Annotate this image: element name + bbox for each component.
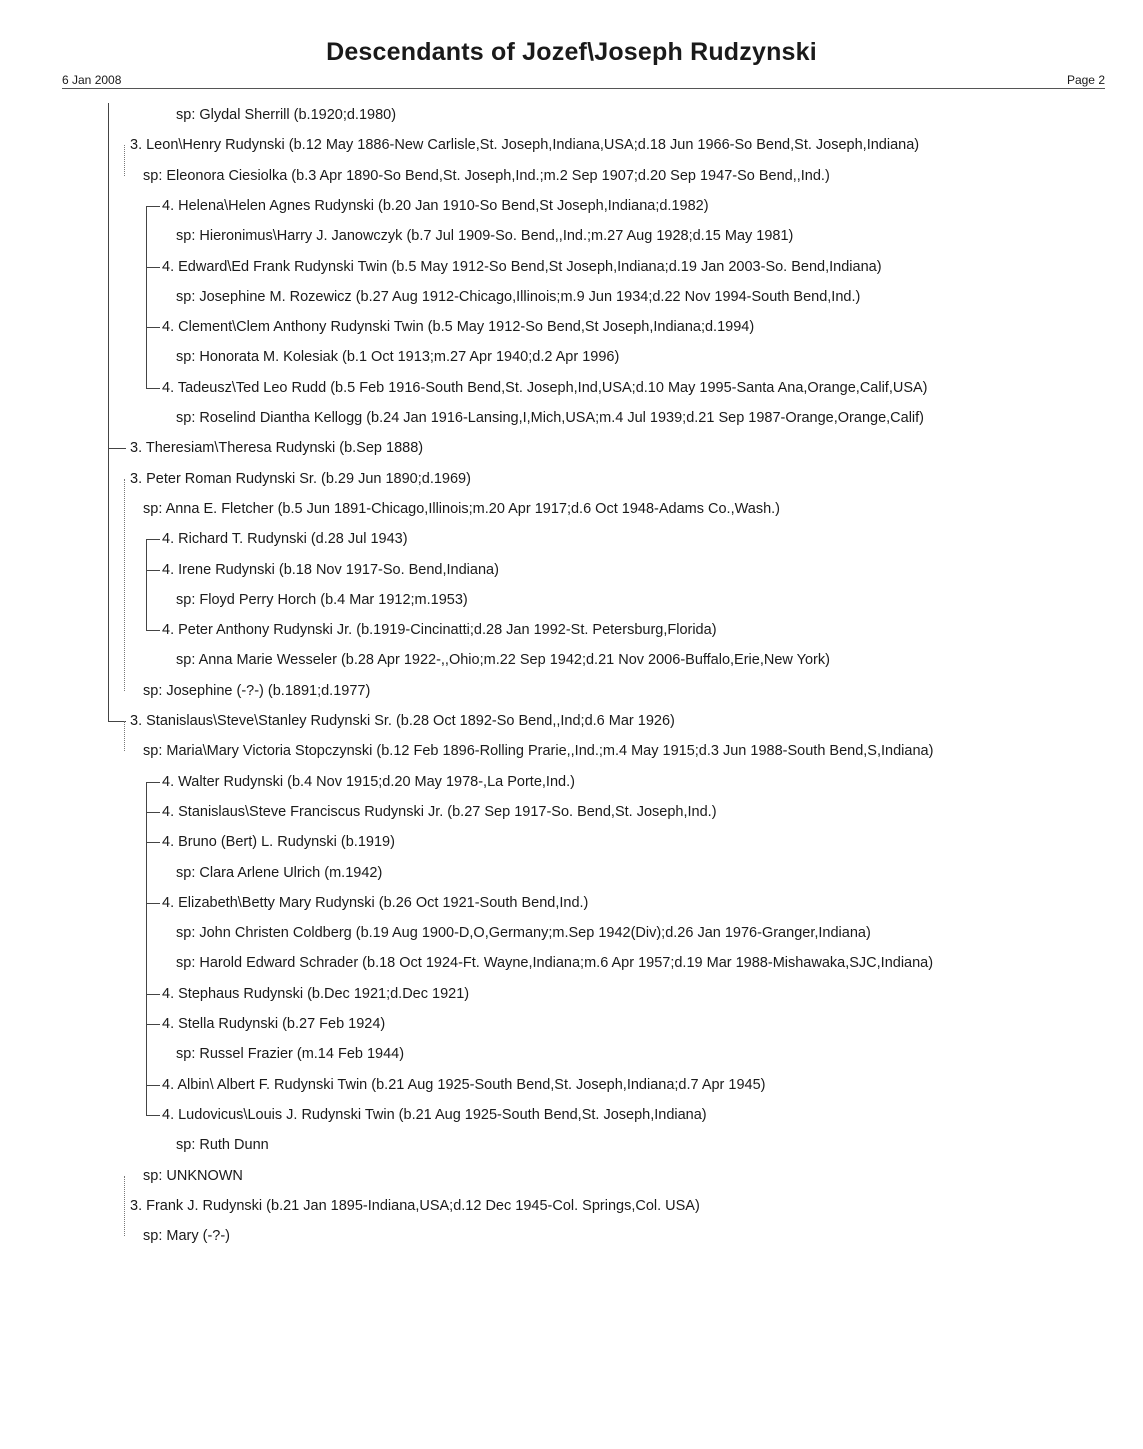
spouse-entry: sp: Russel Frazier (m.14 Feb 1944) bbox=[176, 1046, 405, 1063]
spouse-entry: sp: Josephine (-?-) (b.1891;d.1977) bbox=[143, 682, 371, 699]
spouse-entry: sp: Hieronimus\Harry J. Janowczyk (b.7 Jul 1909-So. Bend,,Ind.;m.27 Aug 1928;d.15 May 1981) bbox=[176, 228, 794, 245]
descendant-entry: 3. Frank J. Rudynski (b.21 Jan 1895-Indiana,USA;d.12 Dec 1945-Col. Springs,Col. USA) bbox=[130, 1197, 700, 1214]
spouse-entry: sp: Glydal Sherrill (b.1920;d.1980) bbox=[176, 107, 397, 123]
tree-connector bbox=[146, 630, 160, 631]
descendant-entry: 4. Elizabeth\Betty Mary Rudynski (b.26 Oct 1921-South Bend,Ind.) bbox=[162, 894, 589, 911]
descendant-entry: 4. Walter Rudynski (b.4 Nov 1915;d.20 May 1978-,La Porte,Ind.) bbox=[162, 773, 575, 790]
descendant-entry: 4. Helena\Helen Agnes Rudynski (b.20 Jan 1910-So Bend,St Joseph,Indiana;d.1982) bbox=[162, 197, 709, 214]
descendant-entry: 3. Peter Roman Rudynski Sr. (b.29 Jun 1890;d.1969) bbox=[130, 470, 471, 487]
tree-branch-line bbox=[124, 479, 125, 691]
tree-connector bbox=[146, 206, 160, 207]
tree-branch-line bbox=[124, 145, 125, 175]
spouse-entry: sp: Mary (-?-) bbox=[143, 1228, 230, 1245]
tree-connector bbox=[146, 1085, 160, 1086]
tree-connector bbox=[146, 812, 160, 813]
descendant-entry: 4. Peter Anthony Rudynski Jr. (b.1919-Cincinatti;d.28 Jan 1992-St. Petersburg,Florida) bbox=[162, 622, 717, 639]
descendant-entry: 4. Stella Rudynski (b.27 Feb 1924) bbox=[162, 1016, 386, 1032]
spouse-entry: sp: John Christen Coldberg (b.19 Aug 1900-D,O,Germany;m.Sep 1942(Div);d.26 Jan 1976-Granger,Indiana) bbox=[176, 925, 871, 942]
spouse-entry: sp: Harold Edward Schrader (b.18 Oct 1924-Ft. Wayne,Indiana;m.6 Apr 1957;d.19 Mar 1988-Mishawaka,SJC,Indiana) bbox=[176, 955, 934, 972]
spouse-entry: sp: Clara Arlene Ulrich (m.1942) bbox=[176, 864, 383, 881]
descendant-entry: 3. Theresiam\Theresa Rudynski (b.Sep 1888) bbox=[130, 440, 424, 457]
tree-connector bbox=[146, 1115, 160, 1116]
spouse-entry: sp: Ruth Dunn bbox=[176, 1137, 269, 1154]
tree-connector bbox=[146, 994, 160, 995]
tree-connector bbox=[146, 388, 160, 389]
descendant-entry: 4. Irene Rudynski (b.18 Nov 1917-So. Bend,Indiana) bbox=[162, 561, 499, 578]
tree-connector bbox=[146, 539, 160, 540]
descendant-entry: 4. Stephaus Rudynski (b.Dec 1921;d.Dec 1921) bbox=[162, 985, 470, 1002]
spouse-entry: sp: Honorata M. Kolesiak (b.1 Oct 1913;m.27 Apr 1940;d.2 Apr 1996) bbox=[176, 349, 620, 366]
tree-branch-line bbox=[146, 782, 147, 1115]
descendant-entry: 4. Tadeusz\Ted Leo Rudd (b.5 Feb 1916-South Bend,St. Joseph,Ind,USA;d.10 May 1995-Santa Ana,Orange,Calif,USA) bbox=[162, 379, 928, 396]
tree-connector bbox=[146, 903, 160, 904]
descendant-entry: 3. Leon\Henry Rudynski (b.12 May 1886-New Carlisle,St. Joseph,Indiana,USA;d.18 Jun 1966-So Bend,St. Joseph,Indiana) bbox=[130, 137, 920, 154]
tree-connector bbox=[146, 782, 160, 783]
tree-connector bbox=[146, 327, 160, 328]
descendant-entry: 3. Stanislaus\Steve\Stanley Rudynski Sr. (b.28 Oct 1892-So Bend,,Ind;d.6 Mar 1926) bbox=[130, 713, 675, 729]
spouse-entry: sp: Roselind Diantha Kellogg (b.24 Jan 1916-Lansing,I,Mich,USA;m.4 Jul 1939;d.21 Sep 1987-Orange,Orange,Calif) bbox=[176, 410, 924, 426]
tree-connector bbox=[108, 448, 126, 449]
descendant-entry: 4. Ludovicus\Louis J. Rudynski Twin (b.21 Aug 1925-South Bend,St. Joseph,Indiana) bbox=[162, 1106, 707, 1123]
spouse-entry: sp: Josephine M. Rozewicz (b.27 Aug 1912-Chicago,Illinois;m.9 Jun 1934;d.22 Nov 1994-South Bend,Ind.) bbox=[176, 288, 861, 305]
spouse-entry: sp: Floyd Perry Horch (b.4 Mar 1912;m.1953) bbox=[176, 591, 468, 608]
descendant-entry: 4. Bruno (Bert) L. Rudynski (b.1919) bbox=[162, 834, 395, 851]
tree-branch-line bbox=[146, 539, 147, 630]
spouse-entry: sp: Maria\Mary Victoria Stopczynski (b.12 Feb 1896-Rolling Prarie,,Ind.;m.4 May 1915;d.3 Jun 1988-South Bend,S,Indiana) bbox=[143, 743, 934, 760]
descendant-entry: 4. Edward\Ed Frank Rudynski Twin (b.5 May 1912-So Bend,St Joseph,Indiana;d.19 Jan 2003-So. Bend,Indiana) bbox=[162, 258, 882, 275]
descendant-entry: 4. Clement\Clem Anthony Rudynski Twin (b.5 May 1912-So Bend,St Joseph,Indiana;d.1994) bbox=[162, 319, 755, 336]
spouse-entry: sp: UNKNOWN bbox=[143, 1167, 243, 1184]
descendant-entry: 4. Richard T. Rudynski (d.28 Jul 1943) bbox=[162, 531, 408, 548]
tree-branch-line bbox=[124, 721, 125, 751]
tree-connector bbox=[146, 842, 160, 843]
spouse-entry: sp: Eleonora Ciesiolka (b.3 Apr 1890-So Bend,St. Joseph,Ind.;m.2 Sep 1907;d.20 Sep 1947-So Bend,,Ind.) bbox=[143, 167, 830, 184]
tree-connector bbox=[146, 267, 160, 268]
report-date: 6 Jan 2008 bbox=[62, 73, 122, 87]
page-number: Page 2 bbox=[1066, 73, 1105, 87]
tree-branch-line bbox=[146, 206, 147, 388]
tree-branch-line bbox=[124, 1176, 125, 1237]
spouse-entry: sp: Anna E. Fletcher (b.5 Jun 1891-Chicago,Illinois;m.20 Apr 1917;d.6 Oct 1948-Adams Co.,Wash.) bbox=[143, 500, 780, 517]
tree-connector bbox=[146, 570, 160, 571]
tree-connector bbox=[146, 1024, 160, 1025]
spouse-entry: sp: Anna Marie Wesseler (b.28 Apr 1922-,,Ohio;m.22 Sep 1942;d.21 Nov 2006-Buffalo,Erie,New York) bbox=[176, 652, 830, 669]
descendant-entry: 4. Stanislaus\Steve Franciscus Rudynski Jr. (b.27 Sep 1917-So. Bend,St. Joseph,Ind.) bbox=[162, 803, 717, 820]
descendant-entry: 4. Albin\ Albert F. Rudynski Twin (b.21 Aug 1925-South Bend,St. Joseph,Indiana;d.7 Apr 1945) bbox=[162, 1076, 766, 1093]
tree-branch-line bbox=[108, 103, 109, 721]
page-title: Descendants of Jozef\Joseph Rudzynski bbox=[326, 38, 817, 66]
